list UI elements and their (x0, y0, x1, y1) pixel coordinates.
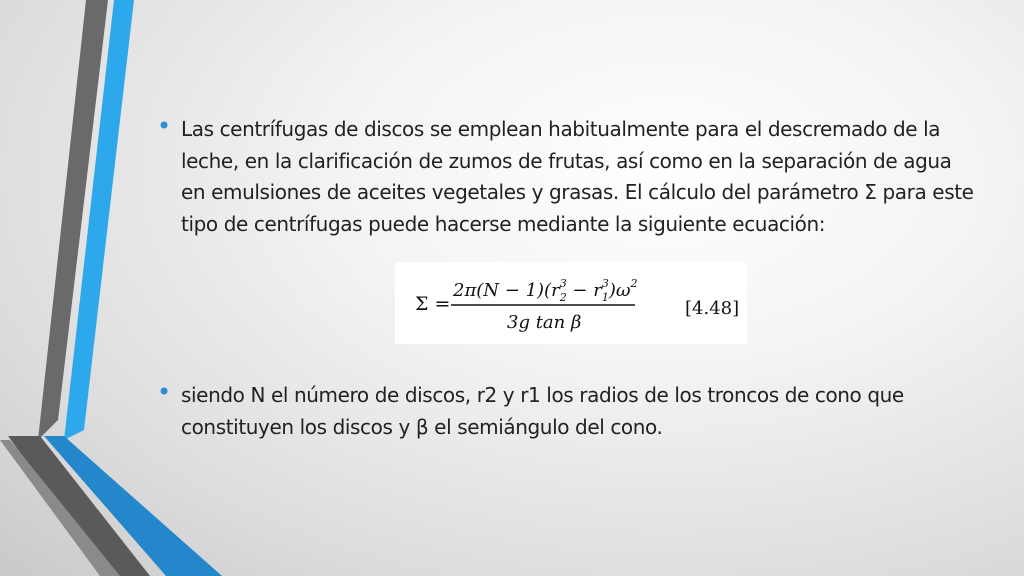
equation-numerator (452, 277, 638, 304)
svg-text:2π(N − 1)(r23 − r13)ω2: $2\pi(N - 1)(r_23 - r_13)\omega^2$ (453, 277, 638, 304)
equation-image (395, 262, 747, 344)
equation-number: [4.48] (685, 298, 740, 319)
stripe-light-gray (0, 440, 120, 576)
bullet-icon: • (157, 378, 172, 406)
equation-lhs: Σ = (415, 293, 451, 315)
bullet-icon: • (157, 112, 172, 140)
bullet-item-1 (157, 114, 977, 240)
bullet-item-2 (157, 380, 977, 443)
decorative-stripes (0, 0, 240, 576)
bullet-text-1: Las centrífugas de discos se emplean habitualmente para el descremado de la leche, en la clarificación de zumos de frutas, así como en la separación de agua en emulsiones de aceites vegetales y grasas. El cálculo del parámetro Σ para este tipo de centrífugas puede hacerse mediante la siguiente ecuación: (181, 117, 974, 236)
equation-denominator: 3g tan β (507, 312, 582, 333)
bullet-list (157, 114, 977, 240)
bullet-text-2: siendo N el número de discos, r2 y r1 los radios de los troncos de cono que constituyen los discos y β el semiángulo del cono. (181, 383, 904, 439)
bullet-list-2 (157, 380, 977, 443)
